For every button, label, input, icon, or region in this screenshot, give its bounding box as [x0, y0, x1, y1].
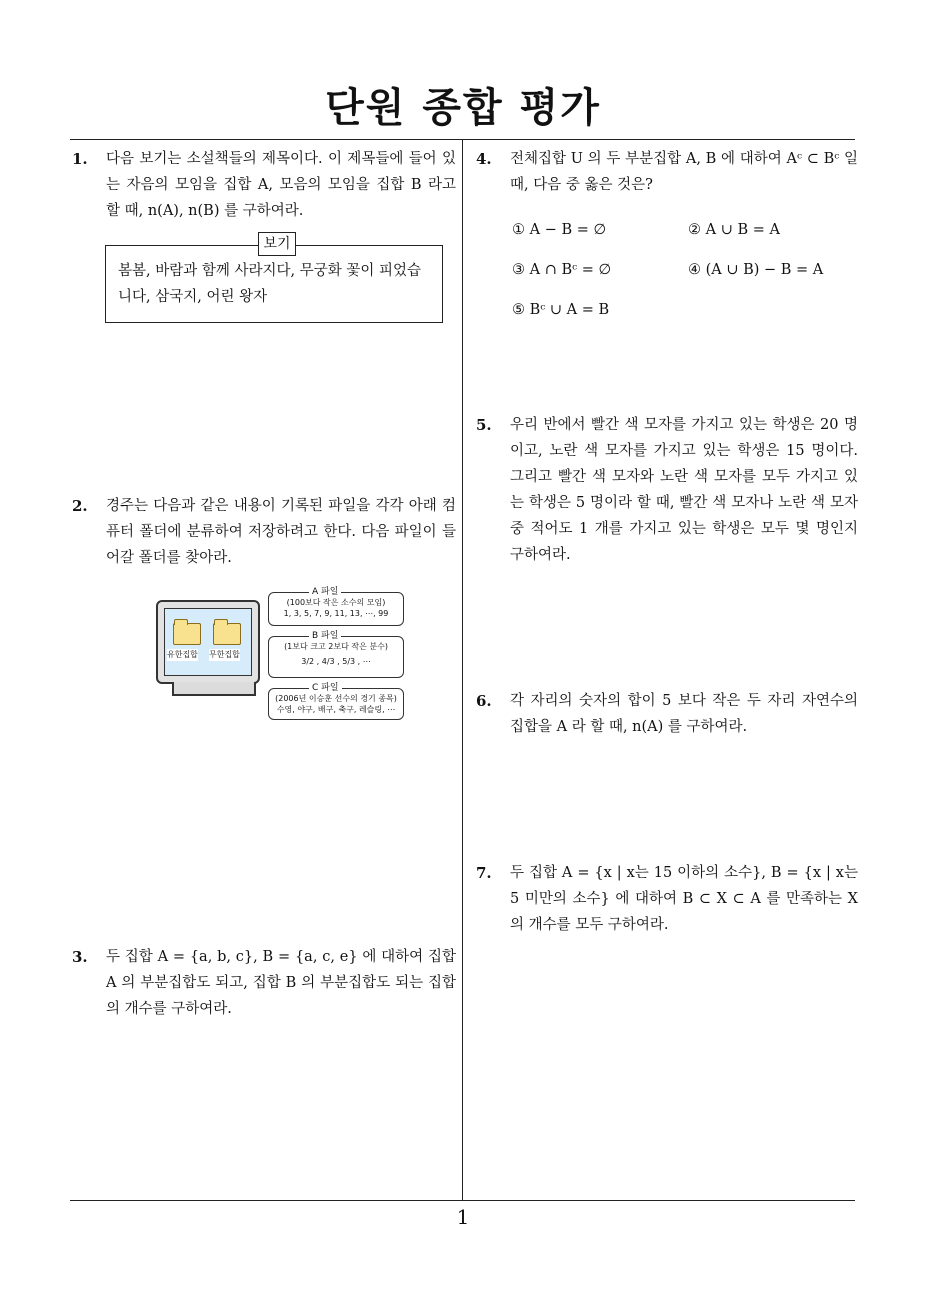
question-number: 7.	[476, 864, 492, 882]
monitor-stand	[172, 682, 256, 696]
question-1	[72, 146, 456, 224]
computer-monitor-illustration	[156, 600, 260, 684]
column-divider	[462, 139, 463, 1201]
file-box-b	[268, 631, 404, 678]
question-text: 전체집합 U 의 두 부분집합 A, B 에 대하여 Aᶜ ⊂ Bᶜ 일 때, 다음 중 옳은 것은?	[510, 151, 858, 193]
question-text: 두 집합 A = {x | x는 15 이하의 소수}, B = {x | x는 5 미만의 소수} 에 대하여 B ⊂ X ⊂ A 를 만족하는 X 의 개수를 모두 구하여라.	[510, 865, 858, 933]
file-description: (2006년 이승훈 선수의 경기 종목)	[275, 694, 397, 703]
file-title: C 파일	[309, 682, 342, 694]
folder-label-infinite: 무한집합	[209, 650, 240, 659]
question-text: 각 자리의 숫자의 합이 5 보다 작은 두 자리 자연수의 집합을 A 라 할 때, n(A) 를 구하여라.	[510, 693, 858, 735]
bogi-box	[105, 245, 443, 323]
question-6	[476, 688, 858, 740]
folder-label-finite: 유한집합	[167, 650, 198, 659]
question-3	[72, 944, 456, 1022]
file-title: A 파일	[309, 586, 341, 598]
file-content: 3/2 , 4/3 , 5/3 , ⋯	[301, 657, 371, 666]
question-number: 1.	[72, 150, 88, 168]
question-text: 두 집합 A = {a, b, c}, B = {a, c, e} 에 대하여 집합 A 의 부분집합도 되고, 집합 B 의 부분집합도 되는 집합의 개수를 구하여라.	[106, 949, 456, 1017]
monitor-screen	[164, 608, 252, 676]
file-content: 수영, 야구, 배구, 축구, 레슬링, ⋯	[276, 705, 396, 714]
bogi-text: 봄봄, 바람과 함께 사라지다, 무궁화 꽃이 피었습니다, 삼국지, 어린 왕자	[118, 263, 422, 305]
file-box-c	[268, 683, 404, 720]
folder-icon	[173, 623, 201, 645]
choice-1[interactable]: ① A − B = ∅	[512, 222, 607, 238]
choice-2[interactable]: ② A ∪ B = A	[688, 222, 780, 238]
question-number: 4.	[476, 150, 492, 168]
question-number: 5.	[476, 416, 492, 434]
question-7	[476, 860, 858, 938]
question-text: 경주는 다음과 같은 내용이 기록된 파일을 각각 아래 컴퓨터 폴더에 분류하여 저장하려고 한다. 다음 파일이 들어갈 폴더를 찾아라.	[106, 498, 456, 566]
bogi-label: 보기	[258, 232, 296, 256]
question-number: 2.	[72, 497, 88, 515]
choice-4[interactable]: ④ (A ∪ B) − B = A	[688, 262, 824, 278]
question-number: 6.	[476, 692, 492, 710]
file-description: (100보다 작은 소수의 모임)	[286, 598, 386, 607]
file-content: 1, 3, 5, 7, 9, 11, 13, ⋯, 99	[283, 609, 389, 618]
choice-3[interactable]: ③ A ∩ Bᶜ = ∅	[512, 262, 612, 278]
question-number: 3.	[72, 948, 88, 966]
file-title: B 파일	[309, 630, 341, 642]
question-4	[476, 146, 858, 198]
choice-5[interactable]: ⑤ Bᶜ ∪ A = B	[512, 302, 610, 318]
page-number: 1	[456, 1205, 470, 1229]
file-description: (1보다 크고 2보다 작은 분수)	[284, 642, 388, 651]
question-5	[476, 412, 858, 568]
bottom-divider	[70, 1200, 855, 1201]
question-text: 우리 반에서 빨간 색 모자를 가지고 있는 학생은 20 명이고, 노란 색 모자를 가지고 있는 학생은 15 명이다. 그리고 빨간 색 모자와 노란 색 모자를 모두 가지고 있는 학생은 5 명이라 할 때, 빨간 색 모자나 노란 색 모자 중 적어도 1 개를 가지고 있는 학생은 모두 몇 명인지 구하여라.	[510, 417, 858, 563]
question-2	[72, 493, 456, 571]
page-title: 단원 종합 평가	[325, 85, 601, 131]
question-text: 다음 보기는 소설책들의 제목이다. 이 제목들에 들어 있는 자음의 모임을 집합 A, 모음의 모임을 집합 B 라고 할 때, n(A), n(B) 를 구하여라.	[106, 151, 456, 219]
file-box-a	[268, 587, 404, 626]
folder-icon	[213, 623, 241, 645]
